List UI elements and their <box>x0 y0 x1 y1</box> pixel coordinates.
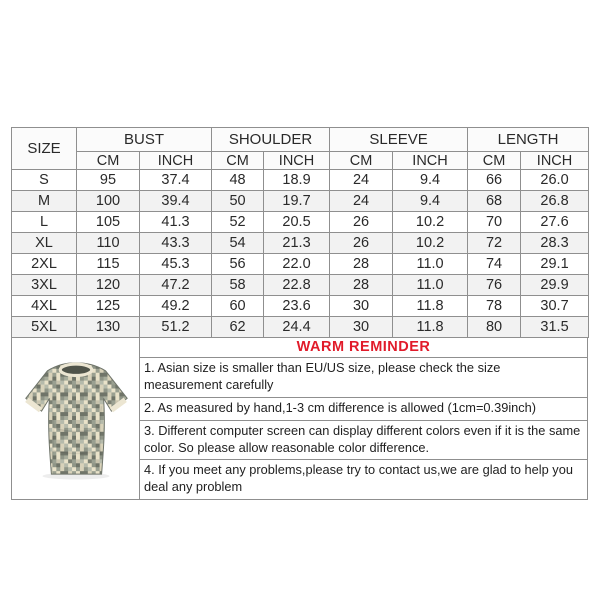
unit-header-inch: INCH <box>140 152 212 170</box>
measurement-cell: 31.5 <box>521 317 589 338</box>
measurement-cell: 56 <box>212 254 264 275</box>
size-cell: S <box>12 170 77 191</box>
measurement-cell: 20.5 <box>264 212 330 233</box>
reminder-note: 1. Asian size is smaller than EU/US size, please check the size measurement carefully <box>140 358 587 398</box>
measurement-cell: 10.2 <box>393 233 468 254</box>
unit-header-cm: CM <box>330 152 393 170</box>
measurement-cell: 29.1 <box>521 254 589 275</box>
measurement-cell: 66 <box>468 170 521 191</box>
measurement-cell: 18.9 <box>264 170 330 191</box>
measurement-cell: 26 <box>330 212 393 233</box>
unit-header-inch: INCH <box>264 152 330 170</box>
measurement-cell: 19.7 <box>264 191 330 212</box>
measurement-cell: 11.0 <box>393 275 468 296</box>
unit-header-cm: CM <box>468 152 521 170</box>
measurement-cell: 72 <box>468 233 521 254</box>
table-row <box>12 275 589 296</box>
measurement-cell: 26.8 <box>521 191 589 212</box>
measurement-cell: 125 <box>77 296 140 317</box>
measurement-cell: 22.0 <box>264 254 330 275</box>
measurement-cell: 74 <box>468 254 521 275</box>
measurement-cell: 130 <box>77 317 140 338</box>
measurement-cell: 78 <box>468 296 521 317</box>
measurement-cell: 48 <box>212 170 264 191</box>
unit-header-inch: INCH <box>393 152 468 170</box>
measurement-cell: 39.4 <box>140 191 212 212</box>
measurement-cell: 24 <box>330 191 393 212</box>
measurement-cell: 11.8 <box>393 296 468 317</box>
measurement-cell: 24.4 <box>264 317 330 338</box>
measurement-cell: 41.3 <box>140 212 212 233</box>
measurement-cell: 50 <box>212 191 264 212</box>
reminder-notes <box>140 358 587 499</box>
measurement-cell: 22.8 <box>264 275 330 296</box>
measurement-cell: 26 <box>330 233 393 254</box>
shoulder-group-header: SHOULDER <box>212 128 330 152</box>
measurement-cell: 51.2 <box>140 317 212 338</box>
measurement-cell: 49.2 <box>140 296 212 317</box>
measurement-cell: 45.3 <box>140 254 212 275</box>
size-cell: 4XL <box>12 296 77 317</box>
measurement-cell: 100 <box>77 191 140 212</box>
measurement-cell: 30 <box>330 296 393 317</box>
table-row <box>12 191 589 212</box>
camouflage-tshirt-image <box>16 357 136 481</box>
measurement-cell: 26.0 <box>521 170 589 191</box>
product-image-cell <box>12 338 140 499</box>
unit-header-cm: CM <box>77 152 140 170</box>
size-cell: 5XL <box>12 317 77 338</box>
measurement-cell: 76 <box>468 275 521 296</box>
bust-group-header: BUST <box>77 128 212 152</box>
size-cell: L <box>12 212 77 233</box>
unit-header-cm: CM <box>212 152 264 170</box>
measurement-cell: 9.4 <box>393 191 468 212</box>
size-chart <box>11 127 588 500</box>
reminder-note: 3. Different computer screen can display different colors even if it is the same color. So please allow reasonable color difference. <box>140 421 587 461</box>
table-row <box>12 254 589 275</box>
table-row <box>12 212 589 233</box>
measurement-cell: 30 <box>330 317 393 338</box>
length-group-header: LENGTH <box>468 128 589 152</box>
measurement-cell: 21.3 <box>264 233 330 254</box>
sleeve-group-header: SLEEVE <box>330 128 468 152</box>
size-cell: 2XL <box>12 254 77 275</box>
measurement-cell: 52 <box>212 212 264 233</box>
measurement-cell: 47.2 <box>140 275 212 296</box>
measurement-cell: 28.3 <box>521 233 589 254</box>
measurement-cell: 43.3 <box>140 233 212 254</box>
unit-header-inch: INCH <box>521 152 589 170</box>
measurement-cell: 11.8 <box>393 317 468 338</box>
measurement-cell: 95 <box>77 170 140 191</box>
measurement-cell: 27.6 <box>521 212 589 233</box>
size-cell: M <box>12 191 77 212</box>
header-unit-row <box>12 152 589 170</box>
reminder-panel <box>11 338 588 500</box>
table-row <box>12 296 589 317</box>
measurement-cell: 54 <box>212 233 264 254</box>
size-table <box>11 127 589 338</box>
table-row <box>12 170 589 191</box>
measurement-cell: 120 <box>77 275 140 296</box>
table-row <box>12 233 589 254</box>
reminder-note: 2. As measured by hand,1-3 cm difference is allowed (1cm=0.39inch) <box>140 398 587 421</box>
size-table-body <box>12 170 589 338</box>
measurement-cell: 23.6 <box>264 296 330 317</box>
reminder-note: 4. If you meet any problems,please try to contact us,we are glad to help you deal any problem <box>144 462 573 495</box>
reminder-notes-column <box>140 338 587 499</box>
measurement-cell: 10.2 <box>393 212 468 233</box>
measurement-cell: 70 <box>468 212 521 233</box>
measurement-cell: 29.9 <box>521 275 589 296</box>
measurement-cell: 115 <box>77 254 140 275</box>
measurement-cell: 37.4 <box>140 170 212 191</box>
measurement-cell: 24 <box>330 170 393 191</box>
table-row <box>12 317 589 338</box>
measurement-cell: 28 <box>330 275 393 296</box>
size-cell: 3XL <box>12 275 77 296</box>
measurement-cell: 80 <box>468 317 521 338</box>
measurement-cell: 105 <box>77 212 140 233</box>
measurement-cell: 28 <box>330 254 393 275</box>
size-cell: XL <box>12 233 77 254</box>
measurement-cell: 60 <box>212 296 264 317</box>
measurement-cell: 30.7 <box>521 296 589 317</box>
measurement-cell: 110 <box>77 233 140 254</box>
measurement-cell: 58 <box>212 275 264 296</box>
measurement-cell: 62 <box>212 317 264 338</box>
measurement-cell: 9.4 <box>393 170 468 191</box>
header-group-row <box>12 128 589 152</box>
measurement-cell: 68 <box>468 191 521 212</box>
size-column-header: SIZE <box>12 128 77 170</box>
measurement-cell: 11.0 <box>393 254 468 275</box>
warm-reminder-title: WARM REMINDER <box>140 338 587 358</box>
